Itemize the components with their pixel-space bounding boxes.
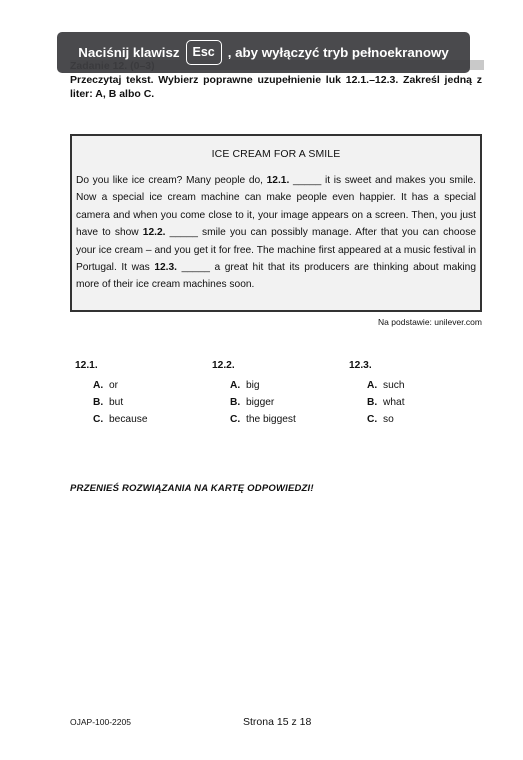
option-letter: B. <box>230 397 241 408</box>
question-12-3 <box>344 360 474 428</box>
option-text: so <box>383 414 394 425</box>
option-letter: A. <box>367 380 378 391</box>
question-number: 12.2. <box>212 360 235 371</box>
reading-text-box <box>70 134 482 312</box>
option-a[interactable] <box>207 377 337 394</box>
transfer-note: PRZENIEŚ ROZWIĄZANIA NA KARTĘ ODPOWIEDZI! <box>70 483 314 494</box>
fullscreen-notice <box>57 32 470 73</box>
option-c[interactable] <box>70 411 200 428</box>
text-part-1: Do you like ice cream? Many people do, <box>76 175 267 186</box>
option-text: because <box>109 414 148 425</box>
text-body <box>76 172 476 294</box>
option-letter: C. <box>230 414 241 425</box>
esc-key-badge[interactable]: Esc <box>186 40 222 65</box>
option-text: what <box>383 397 405 408</box>
gap-12-3: 12.3. <box>154 262 177 274</box>
option-c[interactable] <box>207 411 337 428</box>
option-text: such <box>383 380 405 391</box>
question-12-1 <box>70 360 200 428</box>
question-number: 12.3. <box>349 360 372 371</box>
exam-code: OJAP-100-2205 <box>70 717 131 727</box>
option-letter: A. <box>230 380 241 391</box>
question-12-2 <box>207 360 337 428</box>
notice-text-after: , aby wyłączyć tryb pełnoekranowy <box>227 45 449 60</box>
option-b[interactable] <box>207 394 337 411</box>
text-part-3: _____ smile you can possibly manage. After that you can choose your ice cream – and you get it for free. The machine first appeared at a music festival in Portugal. It was <box>76 227 476 274</box>
option-c[interactable] <box>344 411 474 428</box>
option-text: the biggest <box>246 414 296 425</box>
option-text: or <box>109 380 119 391</box>
page-number: Strona 15 z 18 <box>243 716 312 728</box>
question-number: 12.1. <box>75 360 98 371</box>
option-a[interactable] <box>70 377 200 394</box>
text-title: ICE CREAM FOR A SMILE <box>211 148 341 160</box>
option-letter: A. <box>93 380 104 391</box>
text-part-4: _____ a great hit that its producers are thinking about making more of their ice cream machines soon. <box>76 262 477 291</box>
option-text: but <box>109 397 124 408</box>
gap-12-1: 12.1. <box>266 175 290 186</box>
option-letter: B. <box>367 397 378 408</box>
option-text: big <box>246 380 260 391</box>
option-b[interactable] <box>70 394 200 411</box>
option-a[interactable] <box>344 377 474 394</box>
text-part-2: _____ it is sweet and makes you smile. Now a special ice cream machine can make people even happier. It has a special camera and when you come close to it, your image appears on a screen. Then, you just have to show <box>76 175 476 239</box>
task-instruction: Przeczytaj tekst. Wybierz poprawne uzupełnienie luk 12.1.–12.3. Zakreśl jedną z liter: A, B albo C. <box>70 74 482 100</box>
answer-options <box>70 360 482 440</box>
option-b[interactable] <box>344 394 474 411</box>
notice-text-before: Naciśnij klawisz <box>78 45 180 60</box>
gap-12-2: 12.2. <box>142 227 166 239</box>
option-letter: B. <box>93 397 104 408</box>
option-letter: C. <box>367 414 378 425</box>
option-letter: C. <box>93 414 104 425</box>
option-text: bigger <box>246 397 275 408</box>
source-note: Na podstawie: unilever.com <box>378 317 482 327</box>
